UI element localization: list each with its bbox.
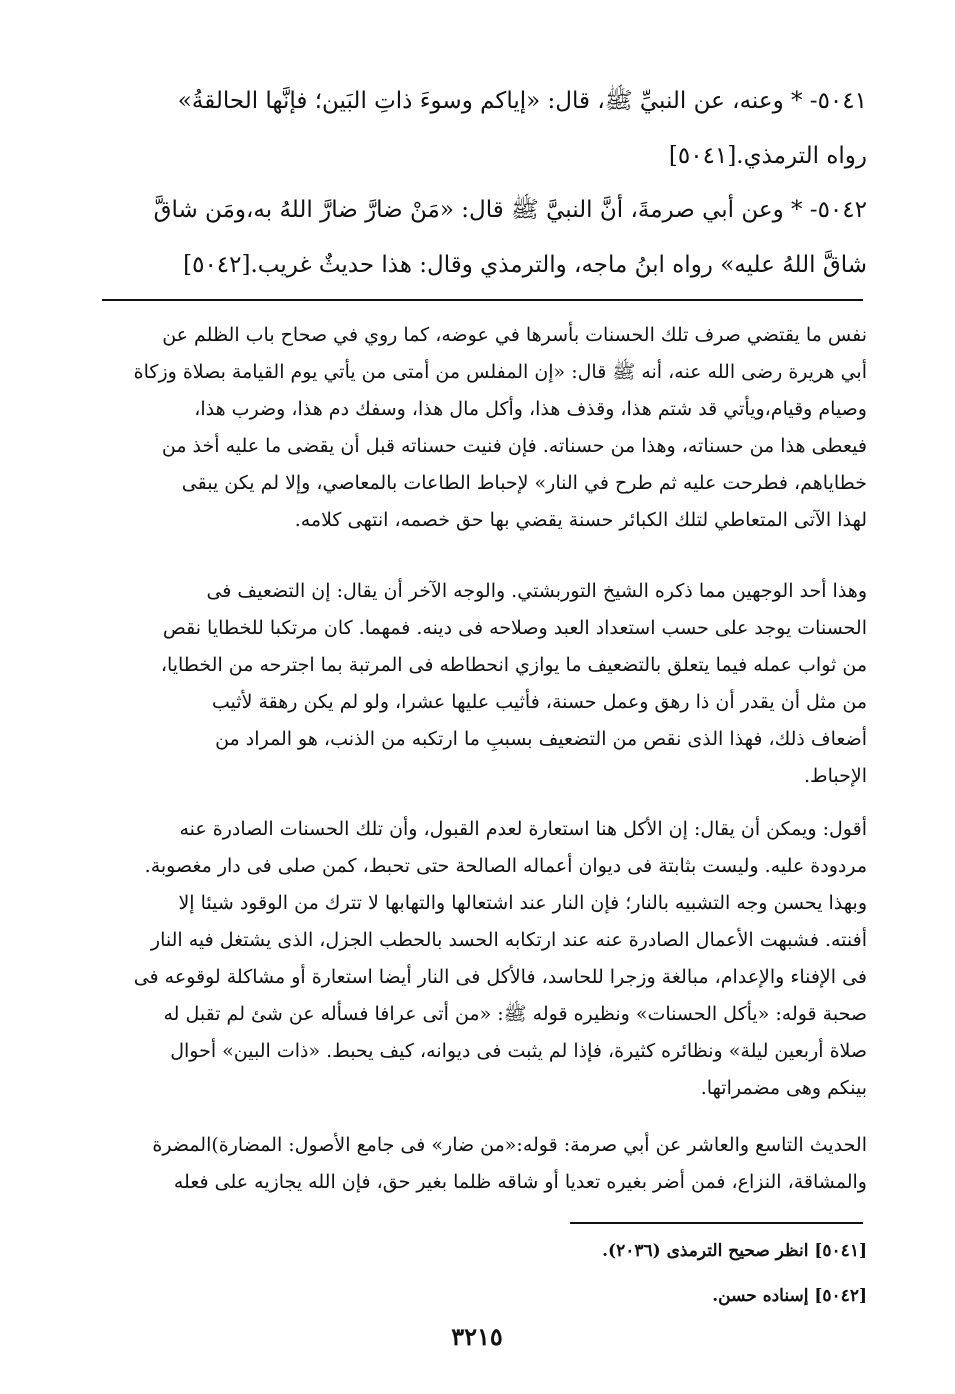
footnotes [467,1229,867,1319]
commentary-line: صحبة قوله: «يأكل الحسنات» ونظيره قوله ﷺ: «من أتى عرافا فسأله عن شئ لم تقبل له [163,1003,867,1025]
commentary-paragraph [92,811,867,1107]
commentary-line: الإحباط. [804,765,867,787]
commentary-line: وبهذا يحسن وجه التشبيه بالنار؛ فإن النار عند اشتعالها والتهابها لا تترك من الوقود شيئا إلا [178,892,867,914]
section-divider [102,299,863,301]
commentary-line: أبي هريرة رضى الله عنه، أنه ﷺ قال: «إن المفلس من أمتى من يأتي يوم القيامة بصلاة وزكاة [133,361,867,383]
hadith-line: ٥٠٤٢- * وعن أبي صرمةَ، أنَّ النبيَّ ﷺ قال: «مَنْ ضارَّ ضارَّ اللهُ به،ومَن شاقَّ [153,197,867,223]
commentary-line: من مثل أن يقدر أن ذا رهق وعمل حسنة، فأثيب عليها عشرا، ولو لم يكن رهقة لأثيب [211,691,867,713]
commentary-line: والمشاقة، النزاع، فمن أضر بغيره تعديا أو شاقه ظلما بغير حق، فإن الله يجازيه على فعله [173,1171,867,1193]
commentary-line: الحديث التاسع والعاشر عن أبي صرمة: قوله:«من ضار» فى جامع الأصول: المضارة)المضرة [152,1134,867,1156]
commentary-line: أفنته. فشبهت الأعمال الصادرة عنه عند ارتكابه الحسد بالحطب الجزل، الذى يشتغل فيه النار [150,929,867,951]
commentary-line: صلاة أربعين ليلة» ونظائره كثيرة، فإذا لم يثبت فى ديوانه، كيف يحبط. «ذات البين» أحوال [170,1040,867,1062]
footnote-5041: [٥٠٤١] انظر صحيح الترمذى (٢٠٣٦). [602,1241,867,1261]
footnote-5042: [٥٠٤٢] إسناده حسن. [712,1286,867,1306]
hadith-line: ٥٠٤١- * وعنه، عن النبيِّ ﷺ، قال: «إياكم وسوءَ ذاتِ البَين؛ فإنَّها الحالقةُ» [177,88,867,114]
commentary-paragraph [92,317,867,539]
commentary-line: الحسنات يوجد على حسب استعداد العبد وصلاحه فى دينه. فمهما. كان مرتكبا للخطايا نقص [162,617,867,639]
commentary-line: بينكم وهى مضمراتها. [700,1077,867,1099]
hadith-5042 [92,183,867,293]
commentary-line: فيعطى هذا من حسناته، وهذا من حسناته. فإن فنيت حسناته قبل أن يقضى ما عليه أخذ من [161,435,867,457]
commentary-line: وصيام وقيام،ويأتي قد شتم هذا، وقذف هذا، وأكل مال هذا، وسفك دم هذا، وضرب هذا، [194,398,867,420]
commentary-paragraph [92,573,867,795]
footnote-divider [570,1222,863,1224]
page-number: ٣٢١٥ [451,1322,503,1351]
commentary-line: نفس ما يقتضي صرف تلك الحسنات بأسرها في عوضه، كما روي في صحاح باب الظلم عن [162,324,867,346]
commentary-line: أضعاف ذلك، فهذا الذى نقص من التضعيف بسببِ ما ارتكبه من الذنب، هو المراد من [215,728,867,750]
commentary-line: وهذا أحد الوجهين مما ذكره الشيخ التوربشتي. والوجه الآخر أن يقال: إن التضعيف فى [206,580,867,602]
hadith-5041 [92,74,867,184]
commentary-line: خطاياهم، فطرحت عليه ثم طرح في النار» لإحباط الطاعات بالمعاصي، وإلا لم يكن يبقى [181,472,867,494]
commentary-line: مردودة عليه. وليست بثابتة فى ديوان أعماله الصالحة حتى تحبط، كمن صلى فى دار مغصوبة. [144,855,867,877]
hadith-line: رواه الترمذي.[٥٠٤١] [668,143,867,169]
commentary-line: فى الإفناء والإعدام، مبالغة وزجرا للحاسد، فالأكل فى النار أيضا استعارة أو مشاكلة لوقوعه فى [133,966,867,988]
commentary-line: لهذا الآتى المتعاطي لتلك الكبائر حسنة يقضي بها حق خصمه، انتهى كلامه. [294,509,867,531]
commentary-line: أقول: ويمكن أن يقال: إن الأكل هنا استعارة لعدم القبول، وأن تلك الحسنات الصادرة عنه [179,818,867,840]
commentary-line: من ثواب عمله فيما يتعلق بالتضعيف ما يوازي انحطاطه فى المرتبة بما اجترحه من الخطايا، [160,654,867,676]
commentary-paragraph [92,1127,867,1201]
hadith-line: شاقَّ اللهُ عليه» رواه ابنُ ماجه، والترمذي وقال: هذا حديثٌ غريب.[٥٠٤٢] [183,252,867,278]
